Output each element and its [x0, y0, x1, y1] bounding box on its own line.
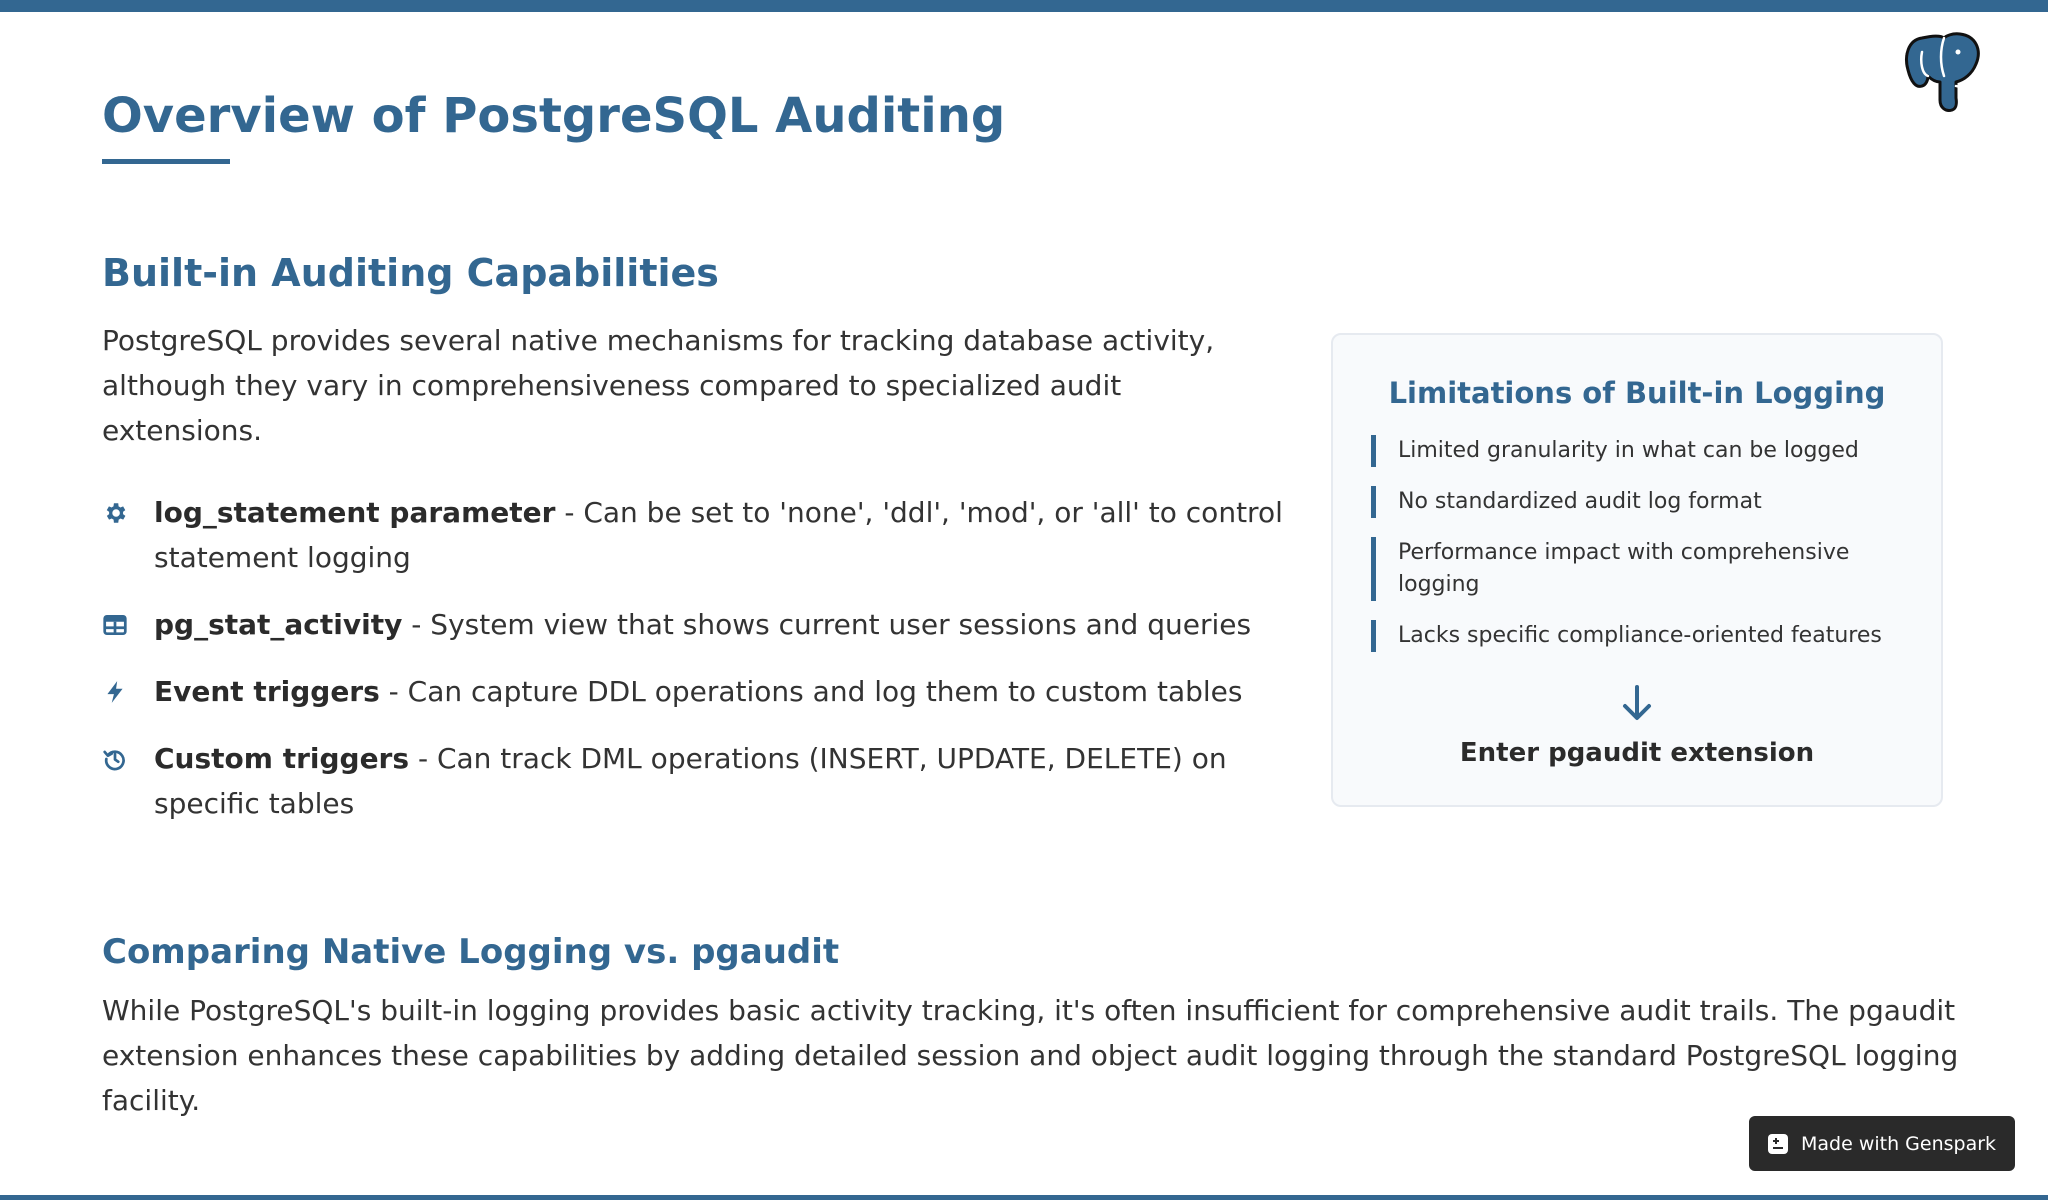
gear-icon	[102, 500, 128, 526]
genspark-icon	[1767, 1133, 1789, 1155]
comparison-text: While PostgreSQL's built-in logging provides basic activity tracking, it's often insufficient for comprehensive audit trails. The pgaudit extension enhances these capabilities by adding detailed session and object audit logging through the standard PostgreSQL logging facility.	[102, 994, 1959, 1117]
table-icon	[102, 612, 128, 638]
limitation-item: No standardized audit log format	[1371, 486, 1906, 518]
feature-description: - Can capture DDL operations and log them to custom tables	[379, 675, 1243, 708]
limitation-item: Limited granularity in what can be logged	[1371, 435, 1906, 467]
builtin-intro-text: PostgreSQL provides several native mechanisms for tracking database activity, although they vary in comprehensiveness compared to specialized audit extensions.	[102, 324, 1215, 447]
section-heading-comparison: Comparing Native Logging vs. pgaudit	[102, 932, 840, 972]
limitation-item: Lacks specific compliance-oriented features	[1371, 620, 1906, 652]
badge-label: Made with Genspark	[1801, 1132, 1997, 1155]
made-with-genspark-badge[interactable]	[1749, 1116, 2015, 1171]
feature-name: Event triggers	[154, 675, 380, 708]
top-accent-bar	[0, 0, 2048, 12]
feature-item-log-statement	[102, 490, 1292, 580]
page-title: Overview of PostgreSQL Auditing	[102, 88, 1006, 144]
feature-list	[102, 490, 1292, 848]
feature-name: Custom triggers	[154, 742, 410, 775]
feature-item-pg-stat-activity	[102, 602, 1292, 647]
pgaudit-callout: Enter pgaudit extension	[1459, 738, 1815, 768]
limitations-title: Limitations of Built-in Logging	[1388, 376, 1886, 410]
feature-item-custom-triggers	[102, 736, 1292, 826]
bolt-icon	[102, 679, 128, 705]
section-heading-builtin: Built-in Auditing Capabilities	[102, 251, 719, 295]
feature-description: - System view that shows current user sessions and queries	[402, 608, 1252, 641]
limitation-item: Performance impact with comprehensive logging	[1371, 537, 1906, 601]
feature-name: pg_stat_activity	[154, 608, 403, 641]
feature-name: log_statement parameter	[154, 496, 556, 529]
arrow-down-icon	[1620, 683, 1654, 723]
title-underline	[102, 159, 230, 164]
history-icon	[102, 746, 128, 772]
limitations-card	[1331, 333, 1943, 807]
feature-description: - Can track DML operations (INSERT, UPDATE, DELETE) on specific tables	[154, 742, 1227, 820]
limitations-list	[1371, 435, 1906, 671]
feature-item-event-triggers	[102, 669, 1292, 714]
postgresql-elephant-logo	[1902, 30, 1986, 114]
feature-description: - Can be set to 'none', 'ddl', 'mod', or 'all' to control statement logging	[154, 496, 1283, 574]
bottom-accent-bar	[0, 1195, 2048, 1200]
